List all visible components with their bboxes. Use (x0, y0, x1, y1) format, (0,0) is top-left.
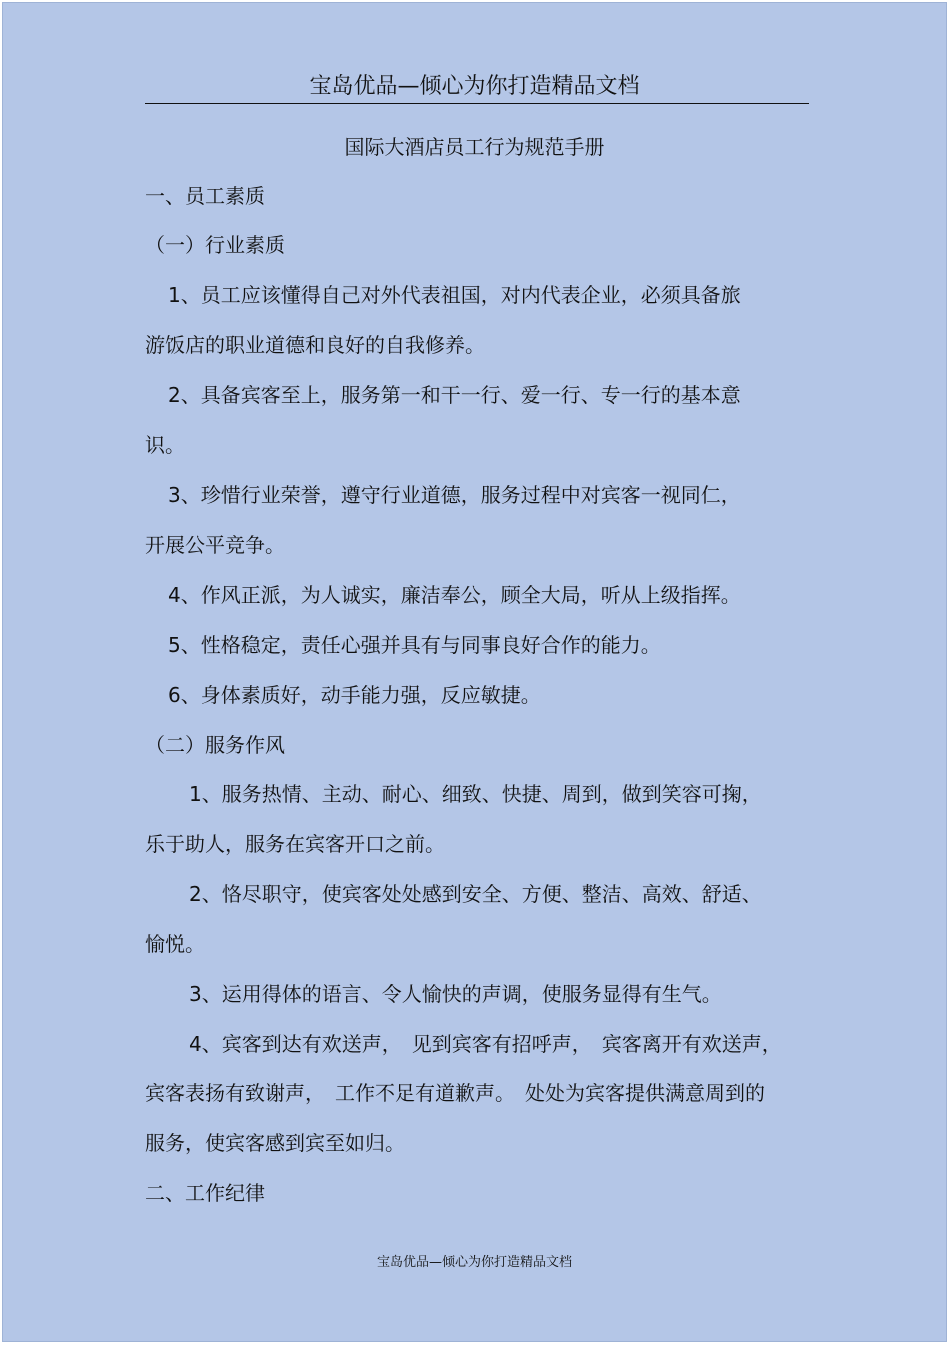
paragraph-line: 开展公平竞争。 (145, 533, 285, 557)
document-page (2, 2, 947, 1342)
document-title: 国际大酒店员工行为规范手册 (344, 135, 605, 159)
paragraph-line: 4、宾客到达有欢送声， 见到宾客有招呼声， 宾客离开有欢送声， (189, 1032, 782, 1056)
paragraph-line: 6、身体素质好，动手能力强，反应敏捷。 (168, 683, 541, 707)
paragraph-line: 2、具备宾客至上，服务第一和干一行、爱一行、专一行的基本意 (168, 383, 741, 407)
paragraph-line: 识。 (145, 433, 185, 457)
paragraph-line: 1、员工应该懂得自己对外代表祖国，对内代表企业，必须具备旅 (168, 283, 741, 307)
paragraph-line: 3、运用得体的语言、令人愉快的声调，使服务显得有生气。 (189, 982, 722, 1006)
paragraph-line: 乐于助人，服务在宾客开口之前。 (145, 832, 445, 856)
paragraph-line: 4、作风正派，为人诚实，廉洁奉公，顾全大局，听从上级指挥。 (168, 583, 741, 607)
page-header: 宝岛优品—倾心为你打造精品文档 (309, 74, 640, 99)
paragraph-line: 游饭店的职业道德和良好的自我修养。 (145, 333, 485, 357)
page-footer: 宝岛优品—倾心为你打造精品文档 (376, 1255, 572, 1270)
paragraph-line: 3、珍惜行业荣誉，遵守行业道德，服务过程中对宾客一视同仁， (168, 483, 741, 507)
paragraph-line: 1、服务热情、主动、耐心、细致、快捷、周到，做到笑容可掬， (189, 782, 762, 806)
subsection-heading: （二）服务作风 (145, 733, 285, 757)
section-heading: 二、工作纪律 (145, 1181, 265, 1205)
subsection-heading: （一）行业素质 (145, 233, 285, 257)
header-divider (145, 103, 809, 104)
paragraph-line: 服务，使宾客感到宾至如归。 (145, 1131, 405, 1155)
paragraph-line: 宾客表扬有致谢声， 工作不足有道歉声。 处处为宾客提供满意周到的 (145, 1081, 765, 1105)
paragraph-line: 5、性格稳定，责任心强并具有与同事良好合作的能力。 (168, 633, 661, 657)
section-heading: 一、员工素质 (145, 184, 265, 208)
paragraph-line: 愉悦。 (145, 932, 205, 956)
paragraph-line: 2、恪尽职守，使宾客处处感到安全、方便、整洁、高效、舒适、 (189, 882, 762, 906)
